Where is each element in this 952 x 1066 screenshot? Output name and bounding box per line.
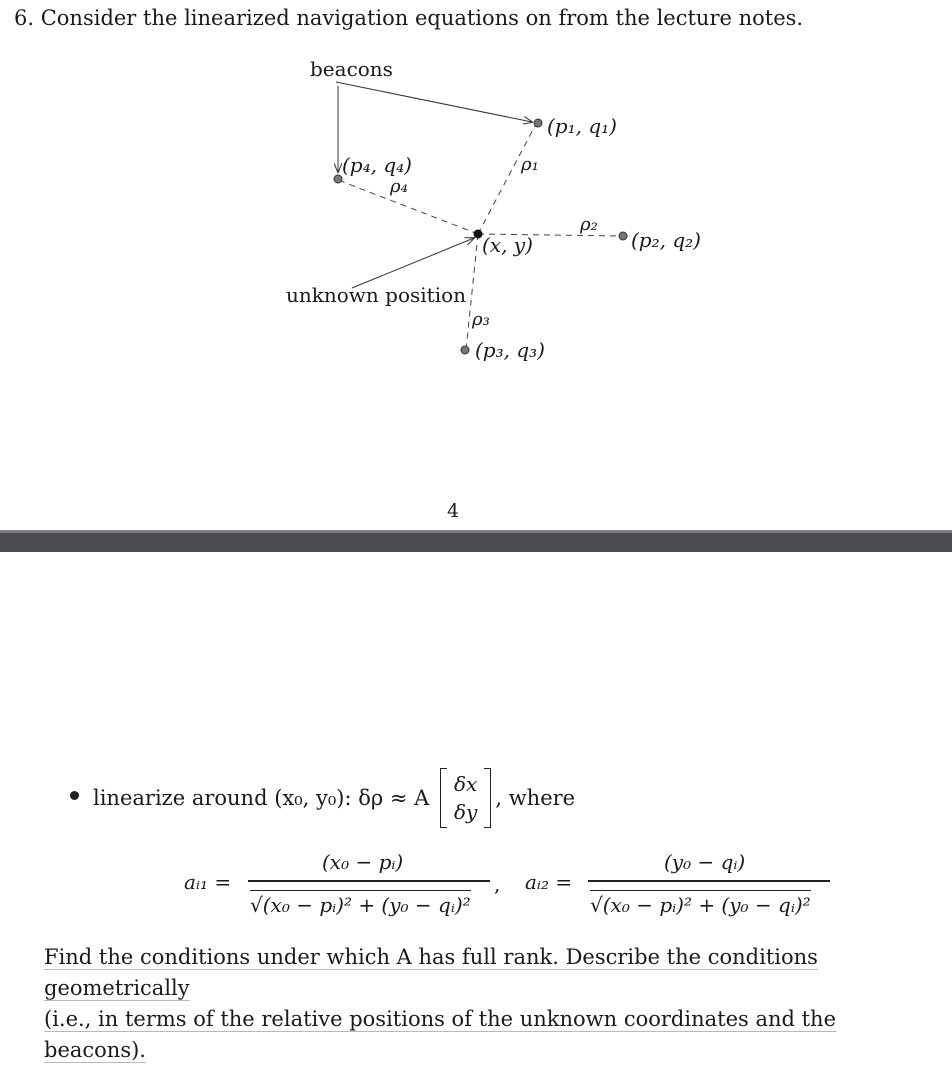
beacon1-label: (p₁, q₁) [547, 114, 617, 138]
a2-fraction-bar [588, 880, 830, 882]
page-divider-highlight [0, 530, 952, 533]
a1-lhs: aᵢ₁ = [184, 870, 232, 894]
delta-vector [450, 770, 481, 826]
question-text [44, 942, 934, 1066]
question-line-1: Find the conditions under which A has full rank. Describe the conditions geometrically [44, 945, 818, 1000]
rho3-line [466, 234, 478, 350]
rho4-line [338, 180, 478, 234]
question-line-2: (i.e., in terms of the relative positions of the unknown coordinates and the beacons). [44, 1007, 837, 1062]
left-bracket [436, 768, 450, 828]
bullet-dot [70, 791, 79, 800]
bullet-suffix: , where [495, 786, 576, 810]
problem-heading: 6. Consider the linearized navigation equations on from the lecture notes. [14, 6, 804, 30]
a1-comma: , [494, 872, 501, 896]
a1-numerator: (x₀ − pᵢ) [322, 850, 404, 874]
navigation-diagram [0, 0, 952, 520]
rho1-label: ρ₁ [521, 154, 539, 175]
a1-denominator: √(x₀ − pᵢ)² + (y₀ − qᵢ)² [250, 890, 471, 917]
beacon1-point [534, 119, 542, 127]
a2-numerator: (y₀ − qᵢ) [664, 850, 746, 874]
beacon3-point [461, 346, 469, 354]
a1-fraction-bar [248, 880, 490, 882]
beacon4-label: (p₄, q₄) [342, 153, 412, 177]
beacon3-label: (p₃, q₃) [475, 338, 545, 362]
a2-lhs: aᵢ₂ = [525, 870, 573, 894]
position-label: (x, y) [482, 233, 533, 257]
rho3-label: ρ₃ [472, 309, 490, 330]
beacon4-point [334, 175, 342, 183]
vector-top: δx [454, 772, 478, 796]
rho4-label: ρ₄ [390, 176, 408, 197]
beacon2-point [619, 232, 627, 240]
page-number: 4 [447, 500, 460, 522]
rho1-line [478, 124, 536, 234]
unknown-position-label: unknown position [286, 283, 467, 307]
rho2-label: ρ₂ [580, 214, 598, 235]
vector-bottom: δy [454, 800, 478, 824]
bullet-prefix: linearize around (x₀, y₀): δρ ≈ A [93, 786, 430, 810]
beacons-arrow-line [336, 82, 532, 122]
unknown-arrow [352, 238, 474, 288]
right-bracket [481, 768, 495, 828]
linearize-bullet [70, 768, 575, 828]
page-divider [0, 530, 952, 552]
a2-denominator: √(x₀ − pᵢ)² + (y₀ − qᵢ)² [590, 890, 811, 917]
beacons-label: beacons [310, 57, 393, 81]
beacon2-label: (p₂, q₂) [631, 228, 701, 252]
